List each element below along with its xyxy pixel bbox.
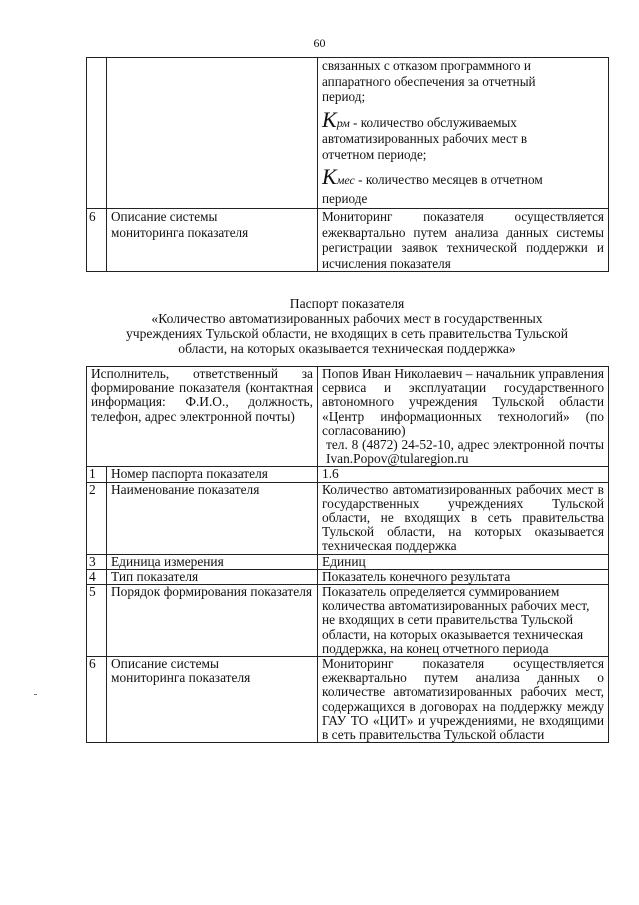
- row-value-cell: Единиц: [318, 554, 609, 569]
- table-row-executor: [87, 367, 609, 467]
- formula-term-text: - количество обслуживаемых: [353, 114, 517, 130]
- formula-term-line: отчетном периоде;: [322, 146, 427, 162]
- row-value-cell: Показатель конечного результата: [318, 569, 609, 584]
- passport-subtitle-line: «Количество автоматизированных рабочих мест в государственных: [151, 311, 543, 326]
- formula-term-text: - количество месяцев в отчетном: [358, 172, 543, 187]
- passport-subtitle-line: учреждениях Тульской области, не входящих в сеть правительства Тульской: [125, 326, 568, 341]
- formula-subscript: мес: [336, 173, 355, 187]
- executor-label-cell: Исполнитель, ответственный за формирование показателя (контактная информация: Ф.И.О., должность, телефон, адрес электронной почты): [87, 367, 318, 467]
- row-label-cell: Порядок формирования показателя: [107, 585, 318, 657]
- continuation-text-line: связанных с отказом программного и: [322, 58, 531, 73]
- formula-term-krm: [322, 106, 604, 132]
- table-row: [87, 467, 609, 482]
- row-value-cell: Мониторинг показателя осуществляется ежеквартально путем анализа данных системы регистрации заявок технической поддержки и исчисления показателя: [318, 209, 609, 272]
- row-label-cell: Единица измерения: [107, 554, 318, 569]
- executor-contact: тел. 8 (4872) 24-52-10, адрес электронной почты Ivan.Popov@tularegion.ru: [326, 437, 605, 467]
- row-number-cell: 1: [87, 467, 107, 482]
- row-label-cell: Описание системы мониторинга показателя: [107, 657, 318, 743]
- formula-term-line: периоде: [322, 190, 368, 206]
- row-number-cell: 3: [87, 554, 107, 569]
- table-row: [87, 569, 609, 584]
- row-number-cell: 4: [87, 569, 107, 584]
- passport-table: [86, 366, 609, 743]
- formula-symbol: K: [322, 164, 337, 189]
- continued-passport-table: [86, 57, 609, 272]
- row-label-cell: Наименование показателя: [107, 482, 318, 554]
- table-row-continuation: [87, 58, 609, 209]
- passport-title: Паспорт показателя: [289, 296, 405, 311]
- table-row: [87, 209, 609, 272]
- row-value-cell: Количество автоматизированных рабочих мест в государственных учреждениях Тульской области, не входящих в сеть правительства Тульской области, на которых оказывается техническая поддержка: [318, 482, 609, 554]
- row-value-cell: Мониторинг показателя осуществляется ежеквартально путем анализа данных о количестве автоматизированных рабочих мест, содержащихся в договорах на поддержку между ГАУ ТО «ЦИТ» и учреждениями, не входящими в сеть правительства Тульской области: [318, 657, 609, 743]
- passport-subtitle-line: области, на которых оказывается техническая поддержка»: [178, 341, 516, 356]
- row-value-cell: 1.6: [318, 467, 609, 482]
- executor-value-cell: [318, 367, 609, 467]
- page-number: 60: [313, 36, 326, 50]
- row-number-cell: 6: [87, 209, 107, 272]
- row-label-cell: [107, 58, 318, 209]
- row-number-cell: 2: [87, 482, 107, 554]
- table-row: [87, 657, 609, 743]
- row-value-cell: Показатель определяется суммированием количества автоматизированных рабочих мест, не входящих в сети правительства Тульской области, на которых оказывается техническая поддержка, на конец отчетного периода: [318, 585, 609, 657]
- table-row: [87, 554, 609, 569]
- formula-term-kmes: [322, 166, 604, 189]
- continuation-text-line: период;: [322, 89, 366, 104]
- continuation-text-line: аппаратного обеспечения за отчетный: [322, 73, 536, 89]
- passport-heading: [86, 296, 608, 356]
- row-label-cell: Тип показателя: [107, 569, 318, 584]
- row-number-cell: 5: [87, 585, 107, 657]
- executor-name: Попов Иван Николаевич – начальник управления сервиса и эксплуатации государственного автономного учреждения Тульской области «Центр информационных технологий» (по согласованию): [322, 366, 605, 438]
- formula-description-cell: [318, 58, 609, 209]
- margin-mark: [34, 694, 37, 695]
- formula-subscript: рм: [336, 115, 350, 130]
- table-row: [87, 482, 609, 554]
- formula-term-line: автоматизированных рабочих мест в: [322, 131, 528, 146]
- row-number-cell: [87, 58, 107, 209]
- row-label-cell: Описание системы мониторинга показателя: [107, 209, 318, 272]
- table-row: [87, 585, 609, 657]
- row-label-cell: Номер паспорта показателя: [107, 467, 318, 482]
- row-number-cell: 6: [87, 657, 107, 743]
- formula-symbol: K: [322, 106, 337, 132]
